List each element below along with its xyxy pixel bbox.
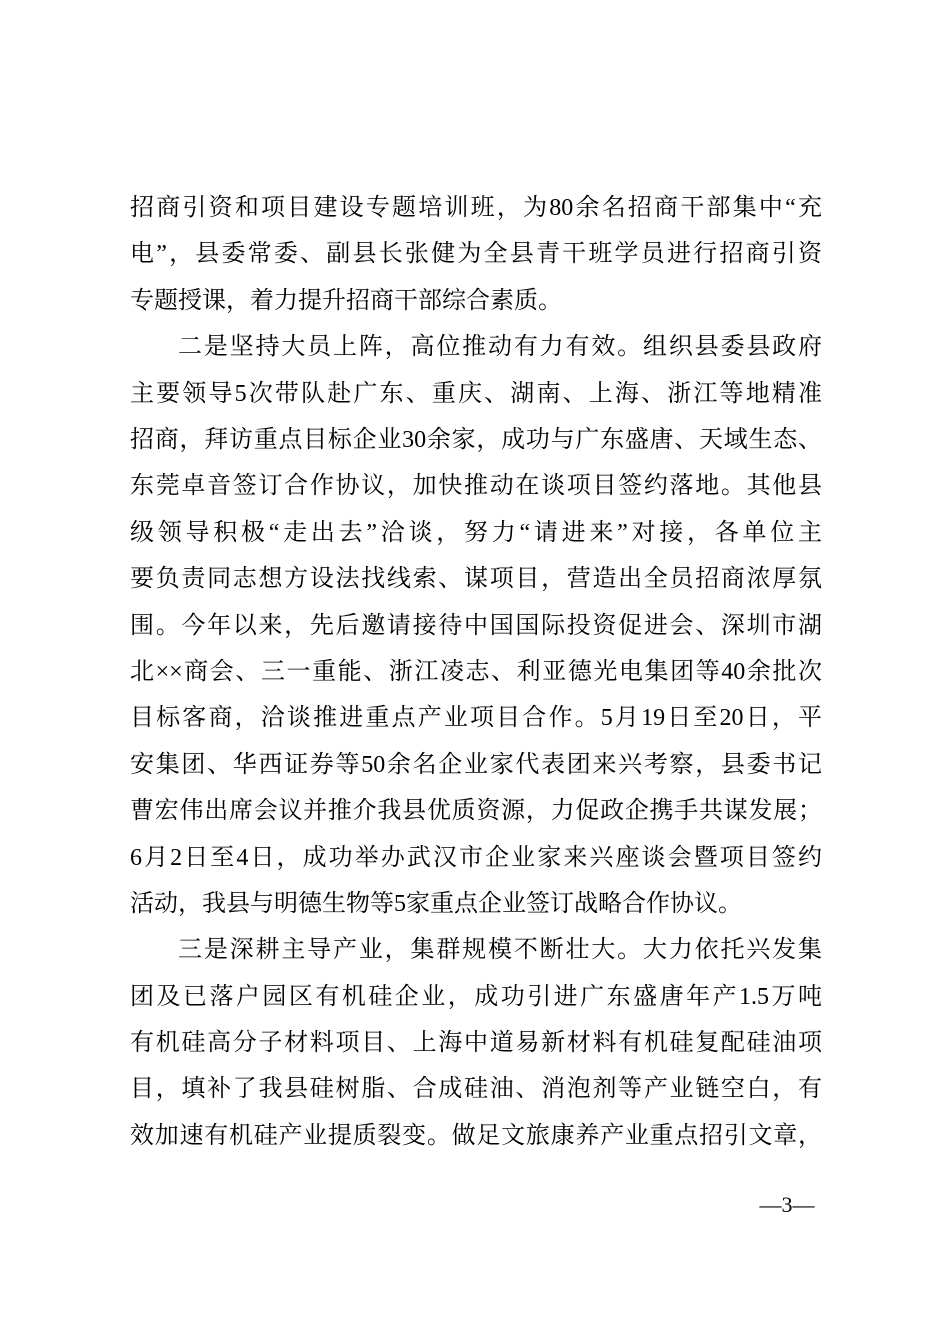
text-line: 安集团、华西证券等50余名企业家代表团来兴考察，县委书记 <box>130 752 822 778</box>
text-line: 有机硅高分子材料项目、上海中道易新材料有机硅复配硅油项 <box>130 1030 822 1056</box>
text-line: 6月2日至4日，成功举办武汉市企业家来兴座谈会暨项目签约 <box>130 845 822 871</box>
text-line: 二是坚持大员上阵，高位推动有力有效。组织县委县政府 <box>178 334 822 360</box>
text-line: 目，填补了我县硅树脂、合成硅油、消泡剂等产业链空白，有 <box>130 1076 822 1102</box>
text-line: 曹宏伟出席会议并推介我县优质资源，力促政企携手共谋发展； <box>130 798 822 824</box>
page-number: —3— <box>759 1192 815 1217</box>
text-line: 级领导积极“走出去”洽谈，努力“请进来”对接，各单位主 <box>130 520 822 546</box>
text-line: 围。今年以来，先后邀请接待中国国际投资促进会、深圳市湖 <box>130 613 822 639</box>
text-line: 招商，拜访重点目标企业30余家，成功与广东盛唐、天域生态、 <box>130 427 822 453</box>
text-line: 东莞卓音签订合作协议，加快推动在谈项目签约落地。其他县 <box>130 473 822 499</box>
text-line: 效加速有机硅产业提质裂变。做足文旅康养产业重点招引文章， <box>130 1123 822 1149</box>
text-line: 专题授课，着力提升招商干部综合素质。 <box>130 288 562 314</box>
text-line: 要负责同志想方设法找线索、谋项目，营造出全员招商浓厚氛 <box>130 566 822 592</box>
text-line: 团及已落户园区有机硅企业，成功引进广东盛唐年产1.5万吨 <box>130 984 822 1010</box>
text-line: 招商引资和项目建设专题培训班，为80余名招商干部集中“充 <box>130 195 822 221</box>
text-line: 三是深耕主导产业，集群规模不断壮大。大力依托兴发集 <box>178 937 822 963</box>
text-line: 主要领导5次带队赴广东、重庆、湖南、上海、浙江等地精准 <box>130 381 822 407</box>
text-line: 目标客商，洽谈推进重点产业项目合作。5月19日至20日，平 <box>130 705 822 731</box>
text-line: 电”，县委常委、副县长张健为全县青干班学员进行招商引资 <box>130 241 822 267</box>
text-line: 活动，我县与明德生物等5家重点企业签订战略合作协议。 <box>130 891 742 917</box>
text-line: 北××商会、三一重能、浙江凌志、利亚德光电集团等40余批次 <box>130 659 822 685</box>
